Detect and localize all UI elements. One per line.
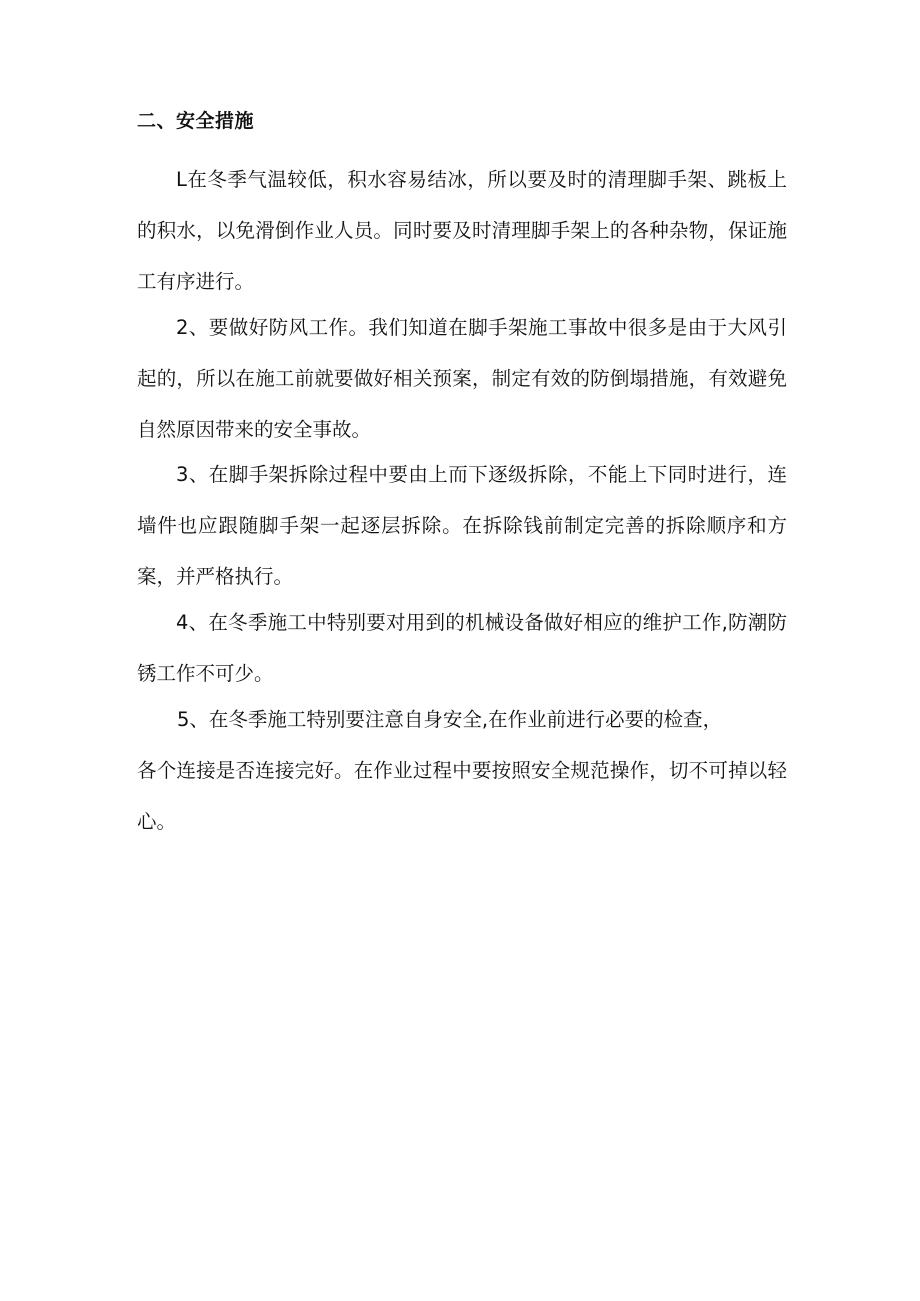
paragraph-1: L在冬季气温较低，积水容易结冰，所以要及时的清理脚手架、跳板上的积水，以免滑倒作业人员。同时要及时清理脚手架上的各种杂物，保证施工有序进行。 [137, 168, 787, 293]
paragraph-5-line-1: 5、在冬季施工特别要注意自身安全,在作业前进行必要的检查， [177, 708, 723, 731]
paragraph-3: 3、在脚手架拆除过程中要由上而下逐级拆除，不能上下同时进行，连墙件也应跟随脚手架一起逐层拆除。在拆除钱前制定完善的拆除顺序和方案，并严格执行。 [137, 463, 787, 588]
section-heading: 二、安全措施 [137, 110, 255, 132]
paragraph-2: 2、要做好防风工作。我们知道在脚手架施工事故中很多是由于大风引起的，所以在施工前就要做好相关预案，制定有效的防倒塌措施，有效避免自然原因带来的安全事故。 [137, 316, 787, 441]
paragraph-4: 4、在冬季施工中特别要对用到的机械设备做好相应的维护工作,防潮防锈工作不可少。 [137, 611, 787, 685]
paragraph-5-continuation: 各个连接是否连接完好。在作业过程中要按照安全规范操作，切不可掉以轻心。 [137, 759, 787, 833]
